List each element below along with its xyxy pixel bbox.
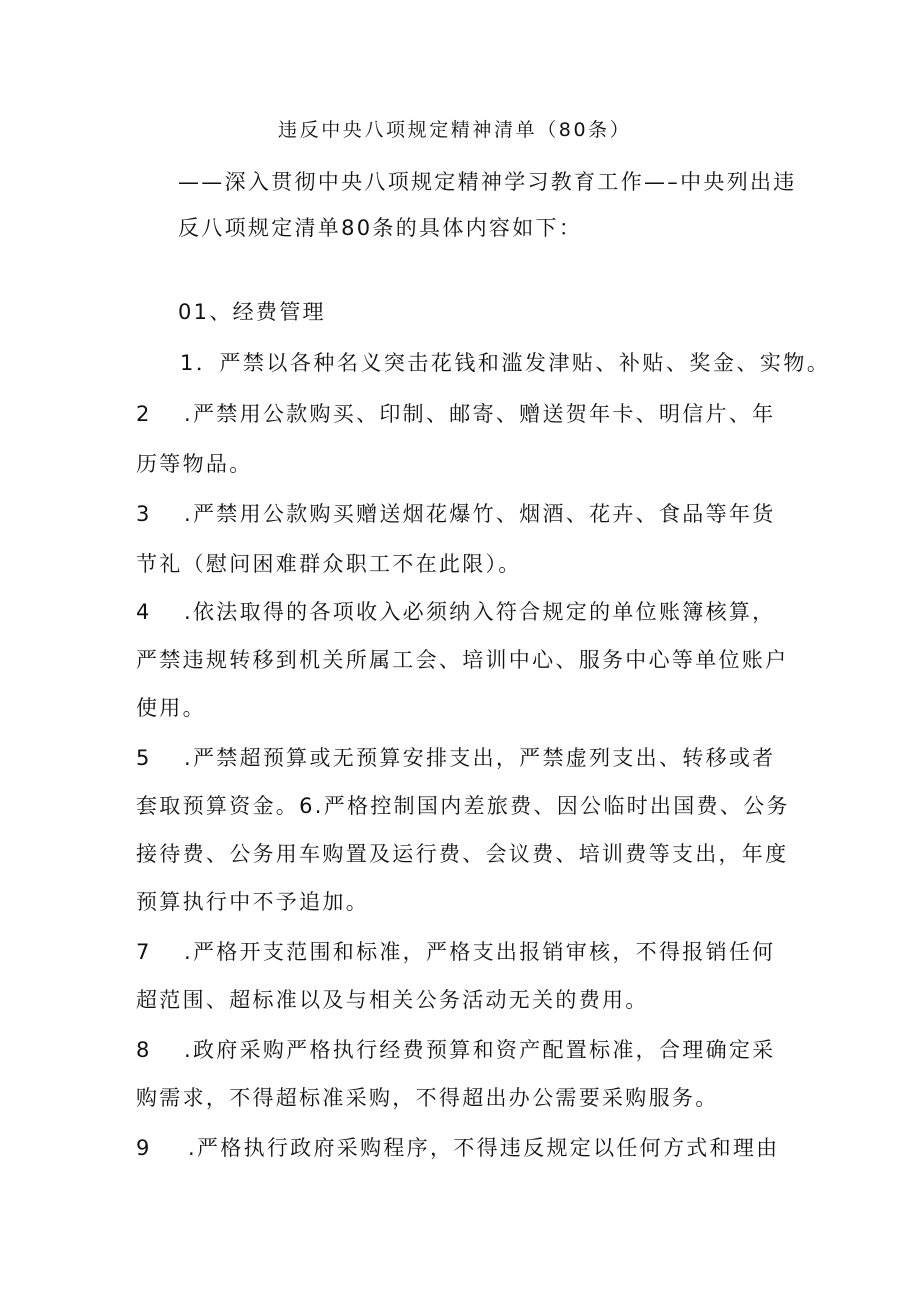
item-8-number: 8	[136, 1038, 152, 1062]
item-5-text-1: .严禁超预算或无预算安排支出，严禁虚列支出、转移或者	[184, 746, 776, 770]
item-2-line-1	[136, 400, 775, 428]
item-5-line-4: 预算执行中不予追加。	[136, 890, 369, 914]
item-7-number: 7	[136, 940, 152, 964]
item-5-line-3: 接待费、公务用车购置及运行费、会议费、培训费等支出，年度	[136, 842, 789, 866]
intro-line-1: ——深入贯彻中央八项规定精神学习教育工作—–中央列出违	[178, 170, 797, 194]
item-4-line-3: 使用。	[136, 696, 206, 720]
item-5-number: 5	[136, 746, 152, 770]
item-9-line-1	[136, 1134, 779, 1162]
item-2-line-2: 历等物品。	[136, 452, 253, 476]
item-7-line-2: 超范围、超标准以及与相关公务活动无关的费用。	[136, 988, 649, 1012]
item-4-number: 4	[136, 600, 152, 624]
item-3-number: 3	[136, 502, 152, 526]
item-1: 1．严禁以各种名义突击花钱和滥发津贴、补贴、奖金、实物。	[180, 351, 831, 375]
item-4-line-1	[136, 598, 775, 626]
document-title: 违反中央八项规定精神清单（80条）	[278, 119, 632, 141]
item-5-line-1	[136, 744, 775, 772]
item-9-text-1: .严格执行政府采购程序，不得违反规定以任何方式和理由	[188, 1136, 780, 1160]
item-3-line-1	[136, 500, 775, 528]
item-4-text-1: .依法取得的各项收入必须纳入符合规定的单位账簿核算，	[184, 600, 776, 624]
item-7-line-1	[136, 938, 775, 966]
item-2-number: 2	[136, 402, 152, 426]
item-8-line-2: 购需求，不得超标准采购，不得超出办公需要采购服务。	[136, 1086, 719, 1110]
item-5-line-2: 套取预算资金。6.严格控制国内差旅费、因公临时出国费、公务	[136, 794, 790, 818]
item-7-text-1: .严格开支范围和标准，严格支出报销审核，不得报销任何	[184, 940, 776, 964]
section-heading: 01、经费管理	[178, 300, 326, 324]
item-3-line-2: 节礼（慰问困难群众职工不在此限）。	[136, 552, 522, 576]
item-3-text-1: .严禁用公款购买赠送烟花爆竹、烟酒、花卉、食品等年货	[184, 502, 776, 526]
intro-line-2: 反八项规定清单80条的具体内容如下：	[178, 216, 583, 240]
item-9-number: 9	[136, 1136, 152, 1160]
item-2-text-1: .严禁用公款购买、印制、邮寄、赠送贺年卡、明信片、年	[184, 402, 776, 426]
item-4-line-2: 严禁违规转移到机关所属工会、培训中心、服务中心等单位账户	[136, 648, 789, 672]
item-8-line-1	[136, 1036, 775, 1064]
item-8-text-1: .政府采购严格执行经费预算和资产配置标准，合理确定采	[184, 1038, 776, 1062]
